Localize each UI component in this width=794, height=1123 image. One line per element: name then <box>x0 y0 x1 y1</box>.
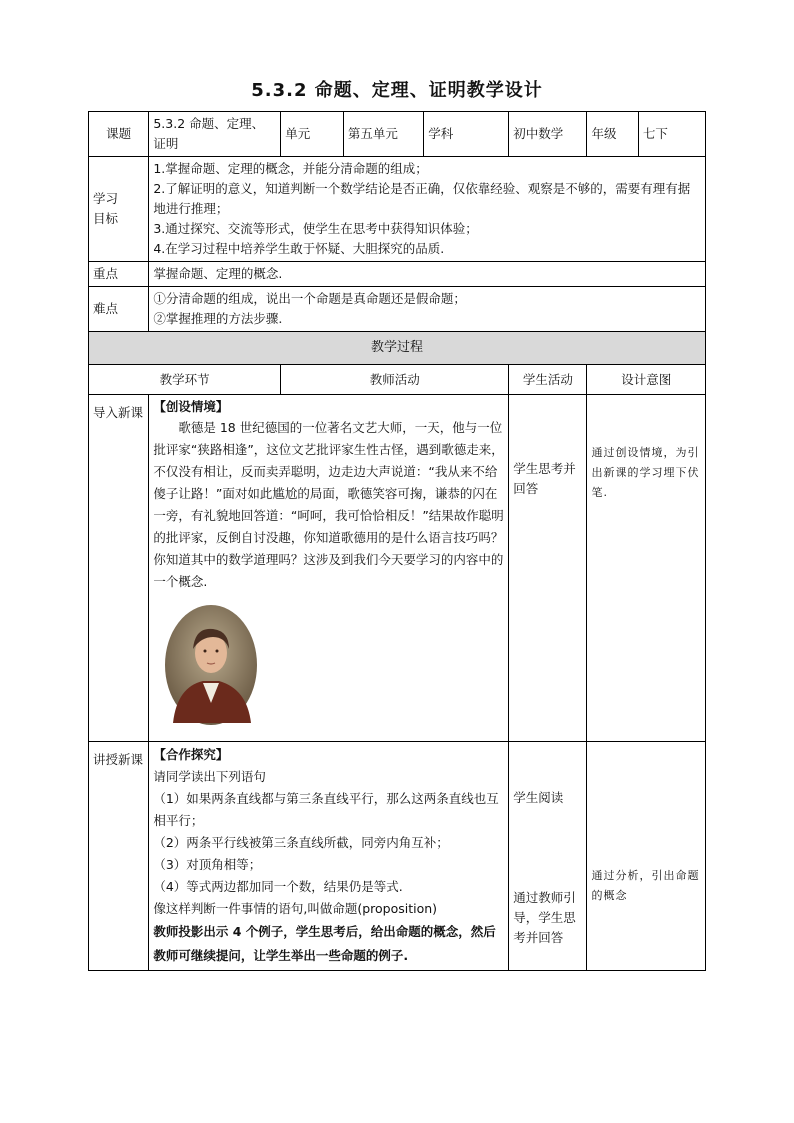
objectives-row <box>89 157 706 262</box>
goethe-portrait <box>163 603 259 727</box>
scenario-story: 歌德是 18 世纪德国的一位著名文艺大师，一天，他与一位批评家“狭路相逢”，这位文艺批评家生性古怪，遇到歌德走来，不仅没有相让，反而卖弄聪明，边走边大声说道：“我从来不给傻子让路！”面对如此尴尬的局面，歌德笑容可掬，谦恭的闪在一旁，有礼貌地回答道：“呵呵，我可恰恰相反！”结果故作聪明的批评家，反倒自讨没趣，你知道歌德用的是什么语言技巧吗？你知道其中的数学道理吗？这涉及到我们今天要学习的内容中的一个概念. <box>153 420 504 589</box>
objectives-label <box>89 157 149 262</box>
course-label: 课题 <box>89 112 149 157</box>
student-activity-text: 学生思考并回答 <box>513 461 576 496</box>
student-answer-text: 通过教师引导，学生思考并回答 <box>513 890 576 945</box>
explore-intro: 请同学读出下列语句 <box>153 769 266 784</box>
student-activity-intro <box>509 395 587 742</box>
statement-item: （2）两条平行线被第三条直线所截，同旁内角互补； <box>153 835 449 850</box>
subject-label: 学科 <box>424 112 509 157</box>
design-intent-new-text: 通过分析，引出命题的概念 <box>591 869 700 902</box>
objectives-content <box>149 157 706 262</box>
objective-item: 3.通过探究、交流等形式，使学生在思考中获得知识体验； <box>153 221 478 236</box>
unit-label: 单元 <box>281 112 344 157</box>
scenario-heading: 【创设情境】 <box>153 399 229 414</box>
objective-item: 2.了解证明的意义，知道判断一个数学结论是否正确，仅依靠经验、观察是不够的，需要有理有据地进行推理； <box>153 181 691 216</box>
column-header-intent: 设计意图 <box>587 365 706 395</box>
objectives-label-line2: 目标 <box>93 211 119 226</box>
objective-item: 1.掌握命题、定理的概念，并能分清命题的组成； <box>153 161 428 176</box>
statement-item: （3）对顶角相等； <box>153 857 262 872</box>
key-point-value: 掌握命题、定理的概念. <box>149 262 706 287</box>
column-header-student: 学生活动 <box>509 365 587 395</box>
difficulty-item: ②掌握推理的方法步骤. <box>153 311 283 326</box>
document-title: 5.3.2 命题、定理、证明教学设计 <box>251 80 543 101</box>
column-header-row <box>89 365 706 395</box>
lesson-plan-table <box>88 111 706 971</box>
design-intent-intro <box>587 395 706 742</box>
subject-value: 初中数学 <box>509 112 587 157</box>
grade-value: 七下 <box>638 112 705 157</box>
difficulty-item: ①分清命题的组成，说出一个命题是真命题还是假命题； <box>153 291 466 306</box>
difficulty-label: 难点 <box>89 287 149 332</box>
key-point-label: 重点 <box>89 262 149 287</box>
grade-label: 年级 <box>587 112 638 157</box>
stage-new: 讲授新课 <box>89 742 149 971</box>
proposition-definition: 像这样判断一件事情的语句,叫做命题(proposition) <box>153 901 438 916</box>
teacher-activity-new <box>149 742 509 971</box>
explore-heading: 【合作探究】 <box>153 747 229 762</box>
design-intent-new <box>587 742 706 971</box>
info-row <box>89 112 706 157</box>
unit-value: 第五单元 <box>343 112 423 157</box>
key-point-row <box>89 262 706 287</box>
column-header-stage: 教学环节 <box>89 365 281 395</box>
process-header-row <box>89 332 706 365</box>
student-read-text: 学生阅读 <box>513 790 564 805</box>
difficulty-content <box>149 287 706 332</box>
teacher-note: 教师投影出示 4 个例子，学生思考后，给出命题的概念，然后教师可继续提问，让学生举出一些命题的例子. <box>153 924 496 963</box>
statement-item: （1）如果两条直线都与第三条直线平行，那么这两条直线也互相平行； <box>153 791 499 828</box>
design-intent-text: 通过创设情境，为引出新课的学习埋下伏笔. <box>591 446 700 499</box>
difficulty-row <box>89 287 706 332</box>
course-value: 5.3.2 命题、定理、证明 <box>149 112 281 157</box>
objective-item: 4.在学习过程中培养学生敢于怀疑、大胆探究的品质. <box>153 241 445 256</box>
statement-item: （4）等式两边都加同一个数，结果仍是等式. <box>153 879 403 894</box>
teacher-activity-intro <box>149 395 509 742</box>
section-intro-row <box>89 395 706 742</box>
stage-intro: 导入新课 <box>89 395 149 742</box>
student-activity-new <box>509 742 587 971</box>
section-new-row <box>89 742 706 971</box>
process-header: 教学过程 <box>89 332 706 365</box>
objectives-label-line1: 学习 <box>93 191 119 206</box>
column-header-teacher: 教师活动 <box>281 365 509 395</box>
